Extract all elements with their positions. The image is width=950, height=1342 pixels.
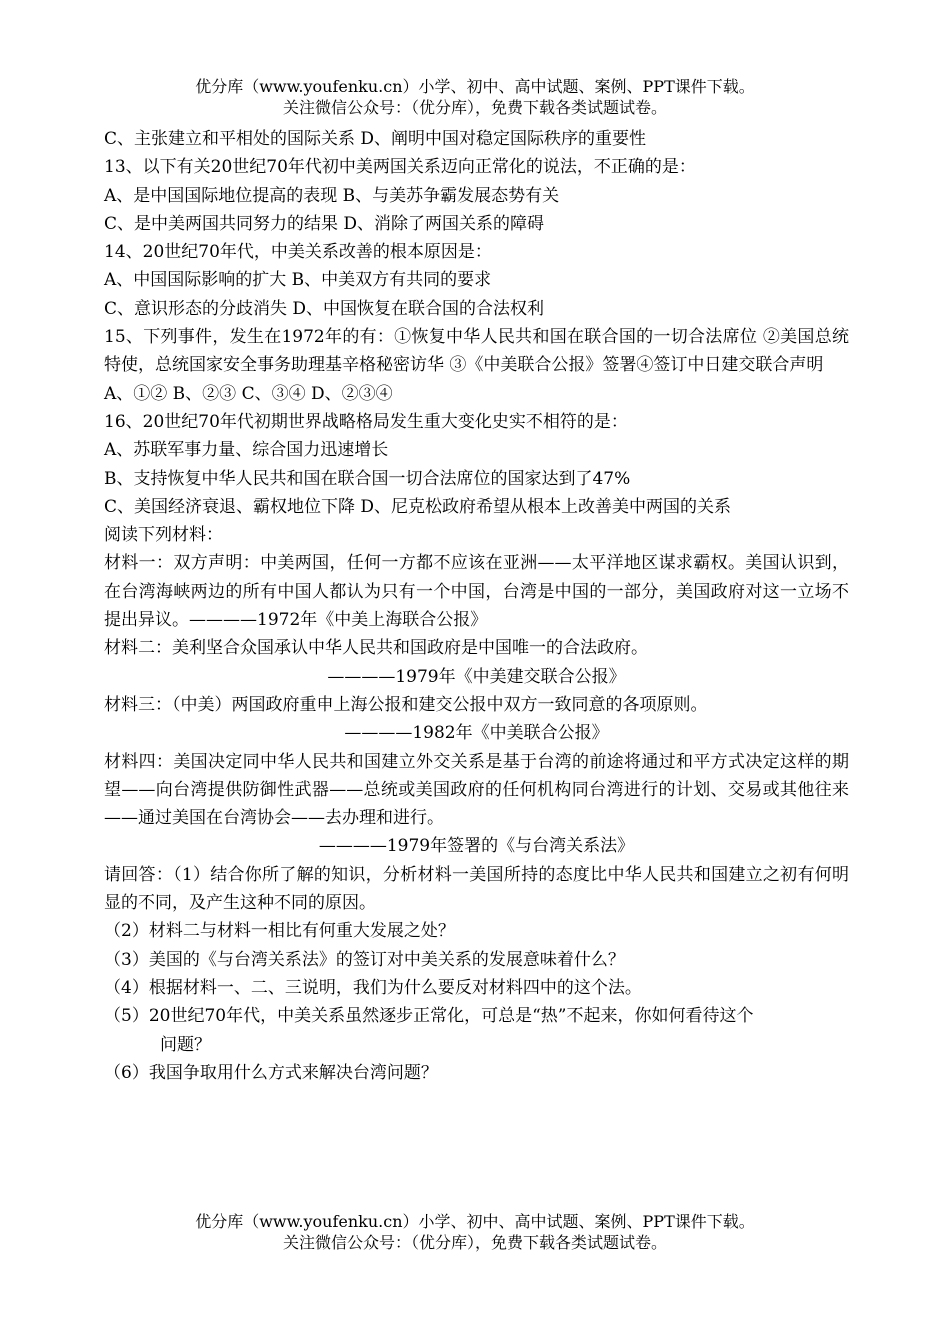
q16-option-a: A、苏联军事力量、综合国力迅速增长 [104,440,389,461]
q13-options-ab: A、是中国国际地位提高的表现 B、与美苏争霸发展态势有关 [104,185,560,206]
footer-line-2: 关注微信公众号：（优分库），免费下载各类试题试卷。 [282,1233,667,1252]
material-1: 材料一：双方声明：中美两国，任何一方都不应该在亚洲——太平洋地区谋求霸权。美国认识到，在台湾海峡两边的所有中国人都认为只有一个中国，台湾是中国的一部分，美国政府对这一立场不提出异议。————1972年《中美上海联合公报》 [104,553,849,631]
q16-options-cd: C、美国经济衰退、霸权地位下降 D、尼克松政府希望从根本上改善美中两国的关系 [104,496,732,517]
question-5: （5）20世纪70年代，中美关系虽然逐步正常化，可总是“热”不起来，你如何看待这个 [104,1006,754,1027]
question-1: 请回答：（1）结合你所了解的知识，分析材料一美国所持的态度比中华人民共和国建立之初有何明显的不同，及产生这种不同的原因。 [104,864,849,914]
document-body [104,125,849,1087]
q14-options-ab: A、中国国际影响的扩大 B、中美双方有共同的要求 [104,270,492,291]
q14-stem: 14、20世纪70年代，中美关系改善的根本原因是： [104,242,492,263]
material-3-source: ————1982年《中美联合公报》 [344,723,609,744]
q12-options-cd: C、主张建立和平相处的国际关系 D、阐明中国对稳定国际秩序的重要性 [104,129,647,149]
q16-stem: 16、20世纪70年代初期世界战略格局发生重大变化史实不相符的是： [104,411,628,432]
header-line-2: 关注微信公众号：（优分库），免费下载各类试题试卷。 [282,98,667,117]
footer-line-1: 优分库（www.youfenku.cn）小学、初中、高中试题、案例、PPT课件下载。 [195,1212,755,1231]
q14-options-cd: C、意识形态的分歧消失 D、中国恢复在联合国的合法权利 [104,298,545,319]
q15-stem: 15、下列事件，发生在1972年的有：①恢复中华人民共和国在联合国的一切合法席位 ②美国总统特使，总统国家安全事务助理基辛格秘密访华 ③《中美联合公报》签署④签订中日建交联合声明 [104,327,849,376]
material-4: 材料四：美国决定同中华人民共和国建立外交关系是基于台湾的前途将通过和平方式决定这样的期望——向台湾提供防御性武器——总统或美国政府的任何机构同台湾进行的计划、交易或其他往来——通过美国在台湾协会——去办理和进行。 [104,751,849,829]
page-header [0,76,950,118]
q16-option-b: B、支持恢复中华人民共和国在联合国一切合法席位的国家达到了47% [104,468,631,489]
question-2: （2）材料二与材料一相比有何重大发展之处？ [104,921,455,942]
question-4: （4）根据材料一、二、三说明，我们为什么要反对材料四中的这个法。 [104,977,642,998]
material-2: 材料二：美利坚合众国承认中华人民共和国政府是中国唯一的合法政府。 [104,638,648,659]
question-3: （3）美国的《与台湾关系法》的签订对中美关系的发展意味着什么？ [104,949,625,970]
question-5-continued: 问题？ [160,1034,211,1055]
q13-stem: 13、以下有关20世纪70年代初中美两国关系迈向正常化的说法，不正确的是： [104,157,696,178]
material-4-source: ————1979年签署的《与台湾关系法》 [318,836,635,857]
page-footer [0,1211,950,1253]
reading-prompt: 阅读下列材料： [104,525,223,546]
header-line-1: 优分库（www.youfenku.cn）小学、初中、高中试题、案例、PPT课件下载。 [195,77,755,96]
q15-options: A、①② B、②③ C、③④ D、②③④ [104,383,393,404]
material-3: 材料三：（中美）两国政府重申上海公报和建交公报中双方一致同意的各项原则。 [104,694,708,715]
q13-options-cd: C、是中美两国共同努力的结果 D、消除了两国关系的障碍 [104,213,545,234]
material-2-source: ————1979年《中美建交联合公报》 [327,666,626,687]
question-6: （6）我国争取用什么方式来解决台湾问题？ [104,1062,438,1083]
